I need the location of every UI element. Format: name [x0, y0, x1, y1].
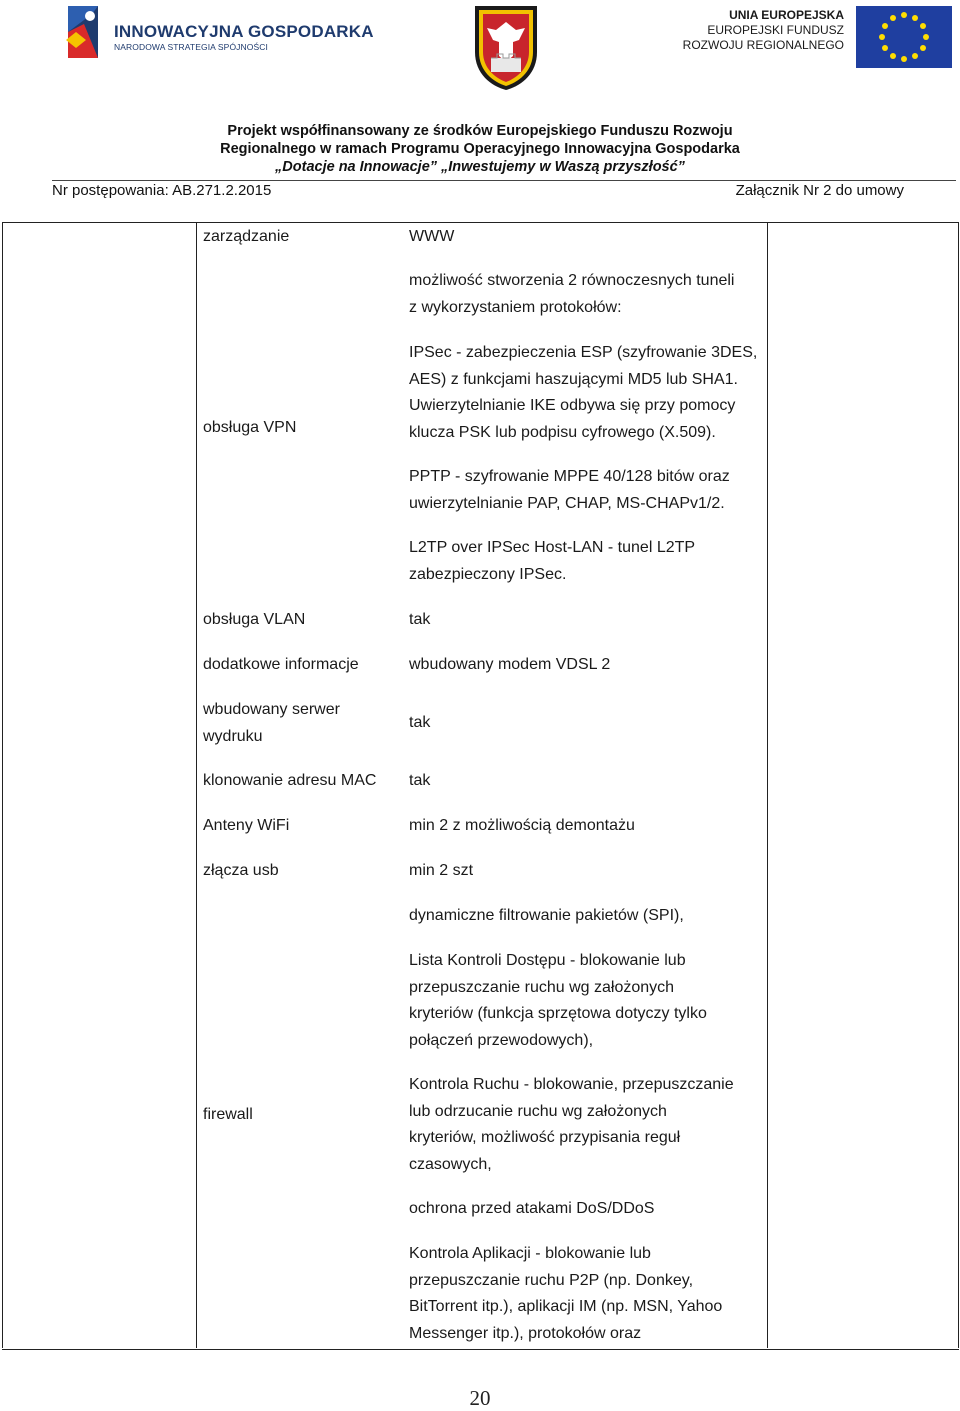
table-column-divider-2	[767, 222, 768, 1348]
header-rule	[52, 180, 956, 181]
row-label-vpn: obsługa VPN	[203, 419, 297, 436]
row-value-print-server: tak	[409, 714, 431, 731]
table-border-right	[958, 222, 959, 1348]
firewall-app-control: Kontrola Aplikacji - blokowanie lub przepuszczanie ruchu P2P (np. Donkey, BitTorrent itp.), aplikacji IM (np. MSN, Yahoo Messenger itp.), protokołów oraz	[409, 1245, 723, 1342]
row-label-additional: dodatkowe informacje	[203, 656, 359, 673]
row-label-usb: złącza usb	[203, 862, 279, 879]
page-number: 20	[469, 1386, 491, 1410]
vpn-pptp: PPTP - szyfrowanie MPPE 40/128 bitów oraz uwierzytelnianie PAP, CHAP, MS-CHAPv1/2.	[409, 468, 730, 512]
row-label-vlan: obsługa VLAN	[203, 611, 306, 628]
row-label-mac-cloning: klonowanie adresu MAC	[203, 772, 377, 789]
vpn-ipsec: IPSec - zabezpieczenia ESP (szyfrowanie 3DES, AES) z funkcjami haszującymi MD5 lub SHA1. Uwierzytelnianie IKE odbywa się przy pomocy klucza PSK lub podpisu cyfrowego (X.509).	[409, 344, 758, 441]
ig-title: INNOWACYJNA GOSPODARKA	[114, 22, 374, 41]
eu-logo	[682, 8, 952, 66]
firewall-spi: dynamiczne filtrowanie pakietów (SPI),	[409, 907, 684, 924]
eu-flag-icon	[856, 6, 952, 68]
vpn-intro: możliwość stworzenia 2 równoczesnych tuneli z wykorzystaniem protokołów:	[409, 272, 735, 316]
eu-line-2: EUROPEJSKI FUNDUSZ	[707, 23, 844, 37]
project-line-1: Projekt współfinansowany ze środków Europejskiego Funduszu Rozwoju	[227, 123, 733, 139]
table-column-divider-1	[196, 222, 197, 1348]
row-label-firewall: firewall	[203, 1106, 253, 1123]
row-value-vlan: tak	[409, 611, 431, 628]
ig-subtitle: NARODOWA STRATEGIA SPÓJNOŚCI	[114, 42, 268, 52]
firewall-traffic-control: Kontrola Ruchu - blokowanie, przepuszczanie lub odrzucanie ruchu wg założonych kryteriów, możliwość przypisania reguł czasowych,	[409, 1076, 734, 1173]
coat-of-arms-icon	[469, 0, 543, 92]
ig-emblem-icon	[62, 2, 104, 62]
row-value-management: WWW	[409, 228, 455, 245]
eu-line-1: UNIA EUROPEJSKA	[729, 8, 844, 22]
project-line-2: Regionalnego w ramach Programu Operacyjnego Innowacyjna Gospodarka	[220, 141, 740, 157]
eu-line-3: ROZWOJU REGIONALNEGO	[682, 38, 844, 52]
project-line-3: „Dotacje na Innowacje” „Inwestujemy w Waszą przyszłość”	[275, 159, 685, 175]
firewall-acl: Lista Kontroli Dostępu - blokowanie lub przepuszczanie ruchu wg założonych kryteriów (funkcja sprzętowa dotyczy tylko połączeń przewodowych),	[409, 952, 707, 1049]
row-label-management: zarządzanie	[203, 228, 290, 245]
row-value-additional: wbudowany modem VDSL 2	[409, 656, 611, 673]
row-label-wifi-antennas: Anteny WiFi	[203, 817, 290, 834]
row-label-print-server: wbudowany serwer wydruku	[203, 701, 340, 745]
innowacyjna-gospodarka-logo	[62, 2, 374, 64]
proceeding-number: Nr postępowania: AB.271.2.2015	[52, 182, 272, 199]
project-funding-notice	[0, 122, 960, 176]
table-border-left	[2, 222, 3, 1348]
vpn-l2tp: L2TP over IPSec Host-LAN - tunel L2TP zabezpieczony IPSec.	[409, 539, 696, 583]
row-value-mac-cloning: tak	[409, 772, 431, 789]
row-value-wifi-antennas: min 2 z możliwością demontażu	[409, 817, 635, 834]
attachment-label: Załącznik Nr 2 do umowy	[735, 182, 904, 199]
row-value-usb: min 2 szt	[409, 862, 474, 879]
firewall-dos: ochrona przed atakami DoS/DDoS	[409, 1200, 655, 1217]
